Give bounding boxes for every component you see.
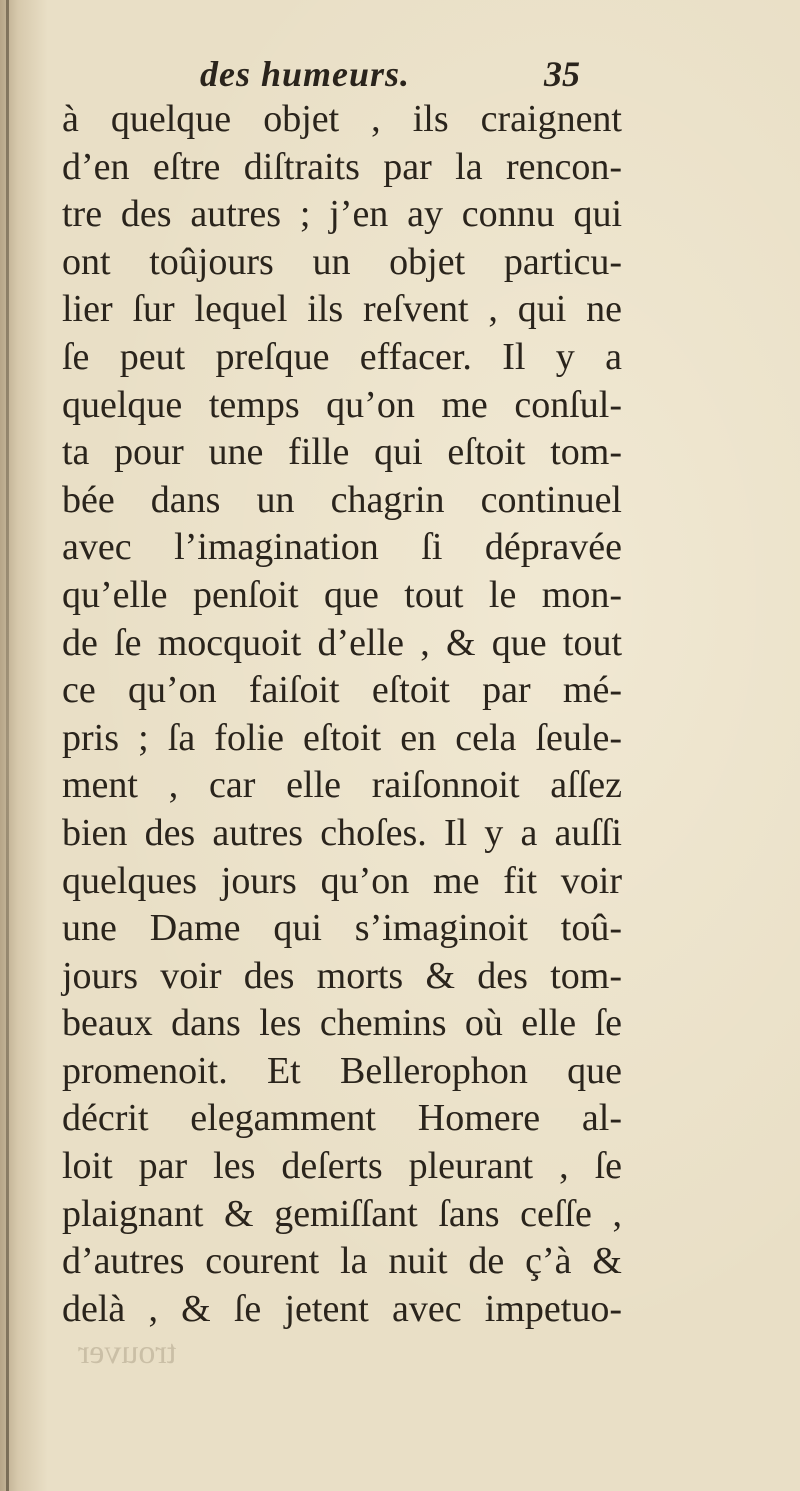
text-line: décrit elegamment Homere al- (62, 1097, 622, 1140)
text-line: tre des autres ; j’en ay connu qui (62, 193, 622, 236)
page-gutter (6, 0, 9, 1491)
text-line: ont toûjours un objet particu- (62, 240, 622, 283)
page-number: 35 (544, 54, 580, 94)
text-line: lier ſur lequel ils reſvent , qui ne (62, 288, 622, 331)
text-line: avec l’imagination ſi dépravée (62, 526, 622, 569)
running-title: des humeurs. (200, 54, 411, 94)
text-line: delà , & ſe jetent avec impetuo- (62, 1287, 622, 1330)
text-line: ce qu’on faiſoit eſtoit par mé- (62, 669, 622, 712)
text-line: de ſe mocquoit d’elle , & que tout (62, 621, 622, 664)
text-line: ta pour une fille qui eſtoit tom- (62, 431, 622, 474)
running-head (200, 52, 580, 102)
text-line: une Dame qui s’imaginoit toû- (62, 907, 622, 950)
text-line: ſe peut preſque effacer. Il y a (62, 335, 622, 378)
text-line: bien des autres choſes. Il y a auſſi (62, 811, 622, 854)
text-line: promenoit. Et Bellerophon que (62, 1049, 622, 1092)
show-through-text: trouver (78, 1334, 177, 1371)
text-line: bée dans un chagrin continuel (62, 478, 622, 521)
text-line: ment , car elle raiſonnoit aſſez (62, 764, 622, 807)
text-line: quelque temps qu’on me conſul- (62, 383, 622, 426)
text-line: beaux dans les chemins où elle ſe (62, 1002, 622, 1045)
text-line: d’autres courent la nuit de ç’à & (62, 1240, 622, 1283)
text-line: loit par les deſerts pleurant , ſe (62, 1145, 622, 1188)
text-line: d’en eſtre diſtraits par la rencon- (62, 145, 622, 188)
body-text (62, 96, 622, 1333)
text-line: pris ; ſa folie eſtoit en cela ſeule- (62, 716, 622, 759)
text-line: à quelque objet , ils craignent (62, 98, 622, 140)
text-line: quelques jours qu’on me fit voir (62, 859, 622, 902)
text-line: jours voir des morts & des tom- (62, 954, 622, 997)
text-line: qu’elle penſoit que tout le mon- (62, 573, 622, 616)
text-line: plaignant & gemiſſant ſans ceſſe , (62, 1192, 622, 1235)
